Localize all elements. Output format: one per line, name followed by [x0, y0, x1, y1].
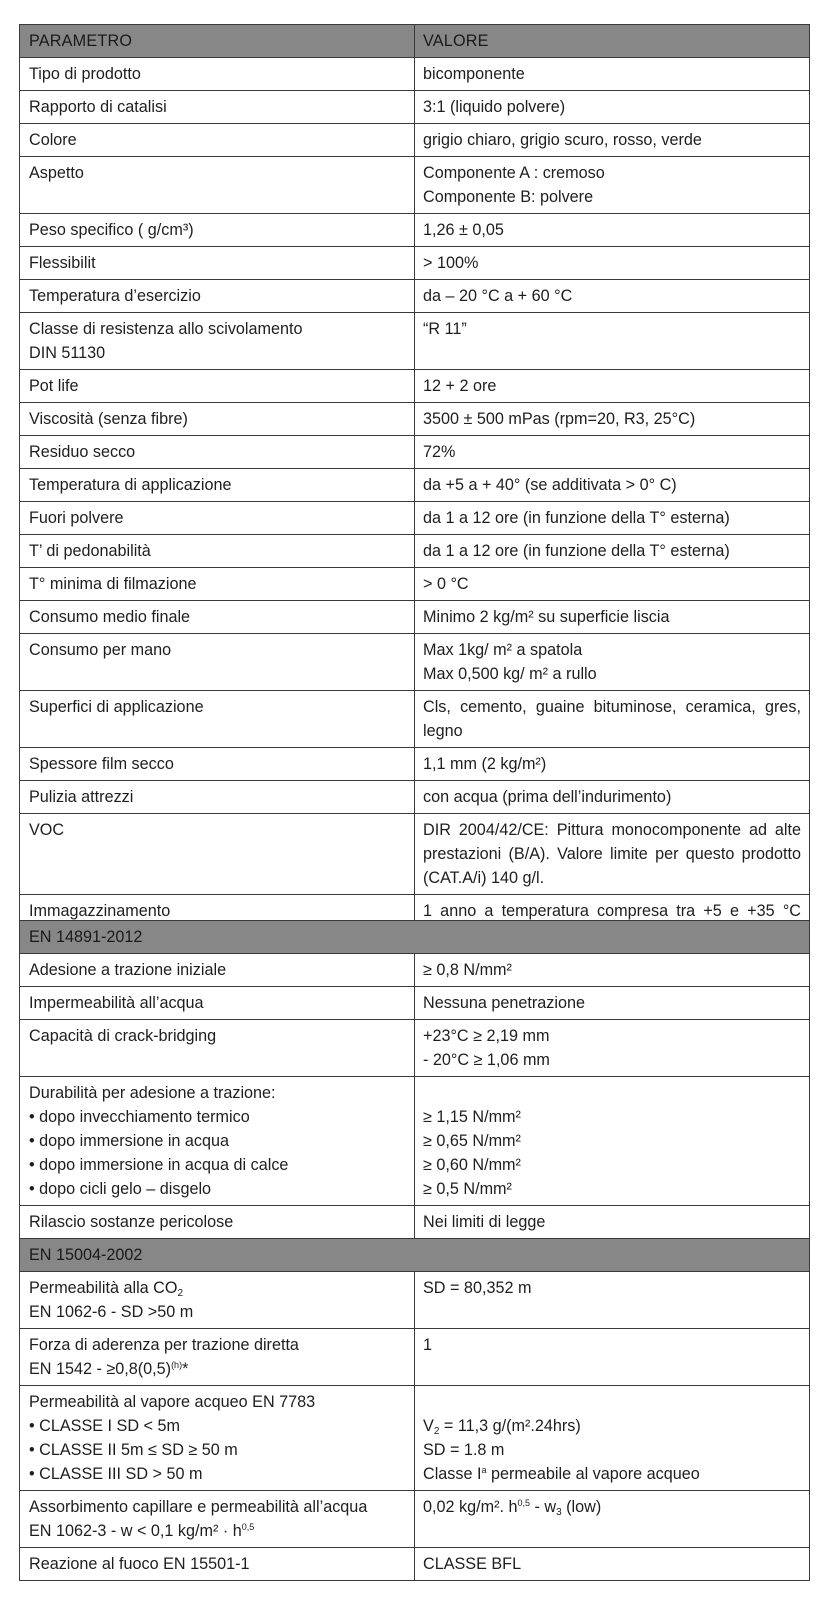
value-cell: [415, 1491, 810, 1548]
value-cell: da +5 a + 40° (se additivata > 0° C): [415, 469, 810, 502]
header-parametro: PARAMETRO: [20, 25, 415, 58]
param-cell: T° minima di filmazione: [20, 568, 415, 601]
technical-data-table: [19, 24, 810, 952]
co2-standard: EN 1062-6 - SD >50 m: [29, 1303, 194, 1321]
param-cell: Tipo di prodotto: [20, 58, 415, 91]
value-cell: Minimo 2 kg/m² su superficie liscia: [415, 601, 810, 634]
value-cell: da 1 a 12 ore (in funzione della T° esterna): [415, 535, 810, 568]
param-cell: Immagazzinamento: [20, 895, 415, 952]
param-cell: Rapporto di catalisi: [20, 91, 415, 124]
test-results-table: [19, 920, 810, 1581]
adhesion-superscript: (h): [171, 1360, 183, 1370]
value-cell: 3500 ± 500 mPas (rpm=20, R3, 25°C): [415, 403, 810, 436]
param-cell: Colore: [20, 124, 415, 157]
table-row: [20, 1491, 810, 1548]
param-cell: Superfici di applicazione: [20, 691, 415, 748]
table-row: [20, 214, 810, 247]
adhesion-standard: EN 1542 - ≥0,8(0,5): [29, 1360, 172, 1378]
header-valore: VALORE: [415, 25, 810, 58]
param-cell: Consumo per mano: [20, 634, 415, 691]
value-cell: > 0 °C: [415, 568, 810, 601]
capillary-value-a: 0,02 kg/m². h: [423, 1498, 518, 1516]
vapour-v-subscript: 2: [433, 1426, 440, 1437]
table-header-row: [20, 25, 810, 58]
param-cell: Rilascio sostanze pericolose: [20, 1206, 415, 1239]
value-cell: CLASSE BFL: [415, 1548, 810, 1581]
param-cell: Adesione a trazione iniziale: [20, 954, 415, 987]
table-row: [20, 1548, 810, 1581]
value-cell: 12 + 2 ore: [415, 370, 810, 403]
table-row: [20, 1272, 810, 1329]
capillary-value-subscript: 3: [556, 1507, 562, 1518]
value-cell: Max 1kg/ m² a spatola Max 0,500 kg/ m² a rullo: [415, 634, 810, 691]
value-cell: “R 11”: [415, 313, 810, 370]
table-row: [20, 502, 810, 535]
value-cell: 72%: [415, 436, 810, 469]
value-cell: con acqua (prima dell’indurimento): [415, 781, 810, 814]
value-cell: grigio chiaro, grigio scuro, rosso, verde: [415, 124, 810, 157]
table-row: [20, 781, 810, 814]
param-cell: Peso specifico ( g/cm³): [20, 214, 415, 247]
param-cell: Temperatura di applicazione: [20, 469, 415, 502]
section-header-en14891: [20, 921, 810, 954]
table-row: [20, 91, 810, 124]
table-row: [20, 568, 810, 601]
table-row: [20, 469, 810, 502]
param-cell: Fuori polvere: [20, 502, 415, 535]
value-cell: DIR 2004/42/CE: Pittura monocomponente ad alte prestazioni (B/A). Valore limite per questo prodotto (CAT.A/i) 140 g/l.: [415, 814, 810, 895]
value-cell: [415, 1386, 810, 1491]
table-row: [20, 691, 810, 748]
value-cell: SD = 80,352 m: [415, 1272, 810, 1329]
adhesion-asterisk: *: [182, 1360, 189, 1378]
table-row: [20, 1206, 810, 1239]
param-cell: Permeabilità al vapore acqueo EN 7783 • CLASSE I SD < 5m • CLASSE II 5m ≤ SD ≥ 50 m • CLASSE III SD > 50 m: [20, 1386, 415, 1491]
vapour-v-label: V: [423, 1417, 434, 1435]
param-cell: Residuo secco: [20, 436, 415, 469]
co2-subscript: 2: [177, 1288, 184, 1299]
table-row: [20, 124, 810, 157]
table-row: [20, 280, 810, 313]
table-row: [20, 814, 810, 895]
section-header-en15004: [20, 1239, 810, 1272]
param-cell: Pot life: [20, 370, 415, 403]
table-row: [20, 403, 810, 436]
param-cell: Capacità di crack-bridging: [20, 1020, 415, 1077]
value-cell: 1 anno a temperatura compresa tra +5 e +35 °C: [415, 895, 810, 952]
table-row: [20, 535, 810, 568]
table-row: [20, 247, 810, 280]
value-cell: Componente A : cremoso Componente B: polvere: [415, 157, 810, 214]
param-cell: Consumo medio finale: [20, 601, 415, 634]
param-cell: VOC: [20, 814, 415, 895]
value-cell: bicomponente: [415, 58, 810, 91]
value-cell: 3:1 (liquido polvere): [415, 91, 810, 124]
value-cell: +23°C ≥ 2,19 mm - 20°C ≥ 1,06 mm: [415, 1020, 810, 1077]
value-cell: da 1 a 12 ore (in funzione della T° esterna): [415, 502, 810, 535]
vapour-sd-value: SD = 1.8 m: [423, 1441, 505, 1459]
value-cell: 1,1 mm (2 kg/m²): [415, 748, 810, 781]
param-cell: Impermeabilità all’acqua: [20, 987, 415, 1020]
param-cell: Pulizia attrezzi: [20, 781, 415, 814]
capillary-value-superscript: 0,5: [517, 1498, 530, 1508]
section-title: EN 14891-2012: [20, 921, 810, 954]
param-cell: [20, 1491, 415, 1548]
vapour-class-text: permeabile al vapore acqueo: [486, 1465, 700, 1483]
param-cell: Spessore film secco: [20, 748, 415, 781]
section-title: EN 15004-2002: [20, 1239, 810, 1272]
param-cell: Viscosità (senza fibre): [20, 403, 415, 436]
table-row: [20, 313, 810, 370]
table-row: [20, 1020, 810, 1077]
value-cell: ≥ 0,8 N/mm²: [415, 954, 810, 987]
value-cell: > 100%: [415, 247, 810, 280]
table-row: [20, 370, 810, 403]
co2-label: Permeabilità alla CO: [29, 1279, 178, 1297]
capillary-value-b: - w: [530, 1498, 557, 1516]
vapour-class-label: Classe I: [423, 1465, 482, 1483]
value-cell: Nei limiti di legge: [415, 1206, 810, 1239]
value-cell: Nessuna penetrazione: [415, 987, 810, 1020]
param-cell: Reazione al fuoco EN 15501-1: [20, 1548, 415, 1581]
param-cell: Aspetto: [20, 157, 415, 214]
table-row: [20, 954, 810, 987]
param-cell: [20, 1329, 415, 1386]
value-cell: Cls, cemento, guaine bituminose, ceramica, gres, legno: [415, 691, 810, 748]
table-row: [20, 634, 810, 691]
param-cell: T’ di pedonabilità: [20, 535, 415, 568]
table-row: [20, 748, 810, 781]
value-cell: 1: [415, 1329, 810, 1386]
value-cell: 1,26 ± 0,05: [415, 214, 810, 247]
param-cell: Flessibilit: [20, 247, 415, 280]
capillary-superscript: 0,5: [241, 1522, 255, 1532]
param-cell: [20, 1272, 415, 1329]
table-row: [20, 436, 810, 469]
param-cell: Classe di resistenza allo scivolamento DIN 51130: [20, 313, 415, 370]
vapour-v-value: = 11,3 g/(m².24hrs): [439, 1417, 581, 1435]
table-row: [20, 987, 810, 1020]
value-cell: ≥ 1,15 N/mm² ≥ 0,65 N/mm² ≥ 0,60 N/mm² ≥ 0,5 N/mm²: [415, 1077, 810, 1206]
table-row: [20, 1386, 810, 1491]
param-cell: Temperatura d’esercizio: [20, 280, 415, 313]
table-row: [20, 1077, 810, 1206]
table-row: [20, 157, 810, 214]
capillary-standard: EN 1062-3 - w < 0,1 kg/m² · h: [29, 1522, 242, 1540]
value-cell: da – 20 °C a + 60 °C: [415, 280, 810, 313]
table-row: [20, 1329, 810, 1386]
adhesion-label: Forza di aderenza per trazione diretta: [29, 1336, 299, 1354]
param-cell: Durabilità per adesione a trazione: • dopo invecchiamento termico • dopo immersione in acqua • dopo immersione in acqua di calce • dopo cicli gelo – disgelo: [20, 1077, 415, 1206]
table-row: [20, 601, 810, 634]
capillary-label: Assorbimento capillare e permeabilità all’acqua: [29, 1498, 368, 1516]
capillary-value-c: (low): [561, 1498, 602, 1516]
vapour-class-superscript: a: [481, 1465, 487, 1475]
table-row: [20, 58, 810, 91]
